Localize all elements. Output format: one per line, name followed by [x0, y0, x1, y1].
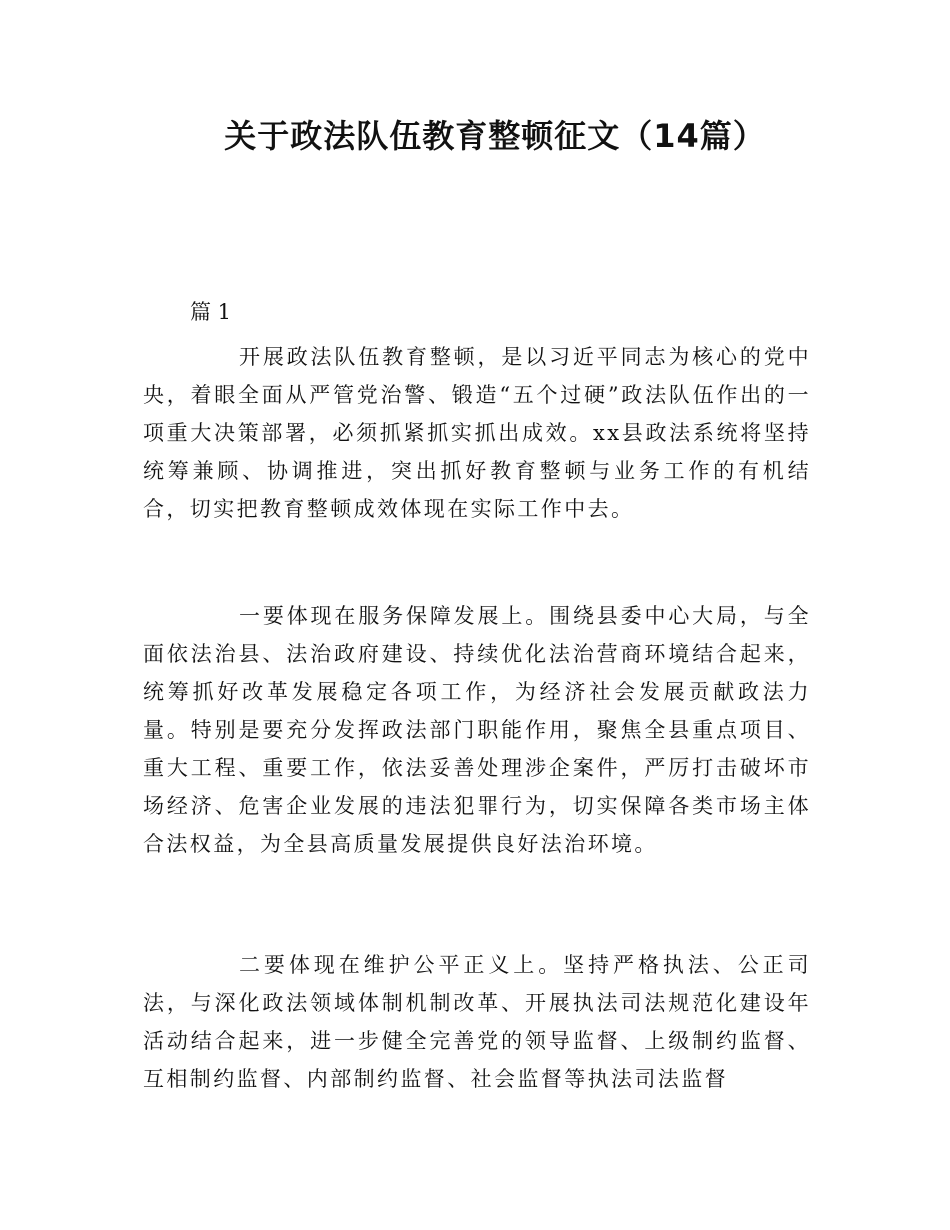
paragraph-2: 一要体现在服务保障发展上。围绕县委中心大局，与全面依法治县、法治政府建设、持续优化法治营商环境结合起来，统筹抓好改革发展稳定各项工作，为经济社会发展贡献政法力量。特别是要充分发挥政法部门职能作用，聚焦全县重点项目、重大工程、重要工作，依法妥善处理涉企案件，严厉打击破坏市场经济、危害企业发展的违法犯罪行为，切实保障各类市场主体合法权益，为全县高质量发展提供良好法治环境。	[143, 604, 811, 856]
paragraph-1: 开展政法队伍教育整顿，是以习近平同志为核心的党中央，着眼全面从严管党治警、锻造“五个过硬”政法队伍作出的一项重大决策部署，必须抓紧抓实抓出成效。xx县政法系统将坚持统筹兼顾、协调推进，突出抓好教育整顿与业务工作的有机结合，切实把教育整顿成效体现在实际工作中去。	[143, 345, 811, 521]
paragraph-3: 二要体现在维护公平正义上。坚持严格执法、公正司法，与深化政法领域体制机制改革、开展执法司法规范化建设年活动结合起来，进一步健全完善党的领导监督、上级制约监督、互相制约监督、内部制约监督、社会监督等执法司法监督	[143, 953, 811, 1091]
document-title: 关于政法队伍教育整顿征文（14篇）	[224, 117, 766, 155]
section-label: 篇 1	[190, 300, 232, 324]
